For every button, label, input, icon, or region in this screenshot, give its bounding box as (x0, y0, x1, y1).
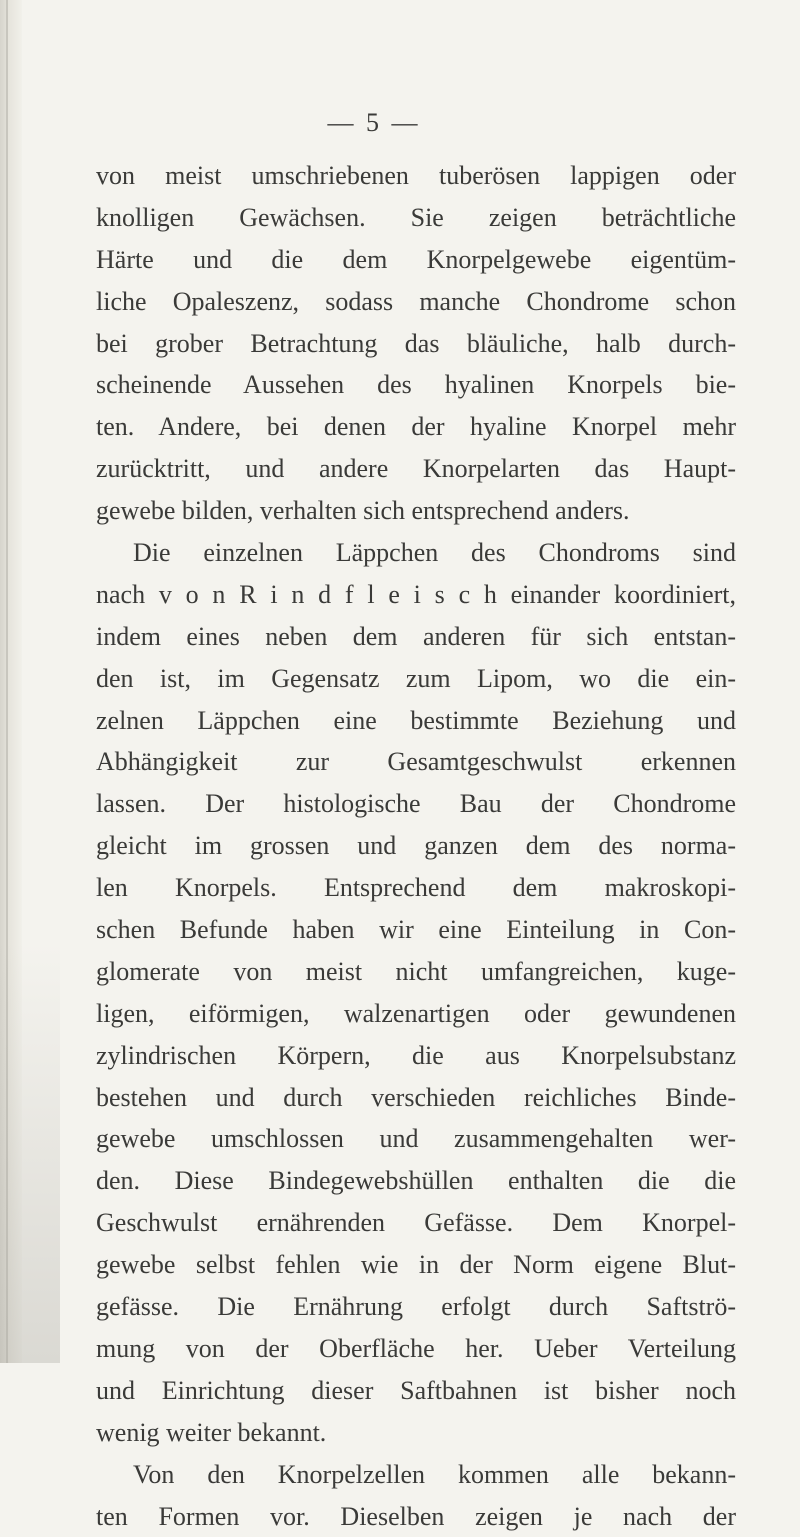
page-number: — 5 — (0, 108, 774, 138)
text-line: von meist umschriebenen tuberösen lappigen oder (96, 155, 736, 197)
text-line: indem eines neben dem anderen für sich entstan- (96, 616, 736, 658)
text-line: Geschwulst ernährenden Gefässe. Dem Knorpel- (96, 1202, 736, 1244)
text-line: und Einrichtung dieser Saftbahnen ist bisher noch (96, 1370, 736, 1412)
text-line: mung von der Oberfläche her. Ueber Verteilung (96, 1328, 736, 1370)
text-line: Härte und die dem Knorpelgewebe eigentüm- (96, 239, 736, 281)
text-line: Die einzelnen Läppchen des Chondroms sind (96, 532, 736, 574)
text-line: gewebe selbst fehlen wie in der Norm eigene Blut- (96, 1244, 736, 1286)
text-line: bestehen und durch verschieden reichliches Binde- (96, 1077, 736, 1119)
text-line: nach v o n R i n d f l e i s c h einander koordiniert, (96, 574, 736, 616)
text-line: ten Formen vor. Dieselben zeigen je nach der (96, 1496, 736, 1537)
text-line: Von den Knorpelzellen kommen alle bekann- (96, 1454, 736, 1496)
text-line: ten. Andere, bei denen der hyaline Knorpel mehr (96, 406, 736, 448)
text-line: zelnen Läppchen eine bestimmte Beziehung und (96, 700, 736, 742)
body-text (96, 155, 736, 1537)
text-line: zylindrischen Körpern, die aus Knorpelsubstanz (96, 1035, 736, 1077)
text-line: gewebe bilden, verhalten sich entsprechend anders. (96, 490, 736, 532)
text-line: scheinende Aussehen des hyalinen Knorpels bie- (96, 364, 736, 406)
text-line: liche Opaleszenz, sodass manche Chondrome schon (96, 281, 736, 323)
text-line: gleicht im grossen und ganzen dem des norma- (96, 825, 736, 867)
text-line: zurücktritt, und andere Knorpelarten das Haupt- (96, 448, 736, 490)
text-line: glomerate von meist nicht umfangreichen, kuge- (96, 951, 736, 993)
text-line: gefässe. Die Ernährung erfolgt durch Saftströ- (96, 1286, 736, 1328)
text-line: schen Befunde haben wir eine Einteilung in Con- (96, 909, 736, 951)
text-line: wenig weiter bekannt. (96, 1412, 736, 1454)
page-corner-shadow (0, 943, 60, 1363)
text-line: Abhängigkeit zur Gesamtgeschwulst erkennen (96, 741, 736, 783)
text-line: gewebe umschlossen und zusammengehalten wer- (96, 1118, 736, 1160)
text-line: lassen. Der histologische Bau der Chondrome (96, 783, 736, 825)
text-line: den ist, im Gegensatz zum Lipom, wo die ein- (96, 658, 736, 700)
text-line: len Knorpels. Entsprechend dem makroskopi- (96, 867, 736, 909)
text-line: den. Diese Bindegewebshüllen enthalten die die (96, 1160, 736, 1202)
text-line: ligen, eiförmigen, walzenartigen oder gewundenen (96, 993, 736, 1035)
text-line: bei grober Betrachtung das bläuliche, halb durch- (96, 323, 736, 365)
text-line: knolligen Gewächsen. Sie zeigen beträchtliche (96, 197, 736, 239)
